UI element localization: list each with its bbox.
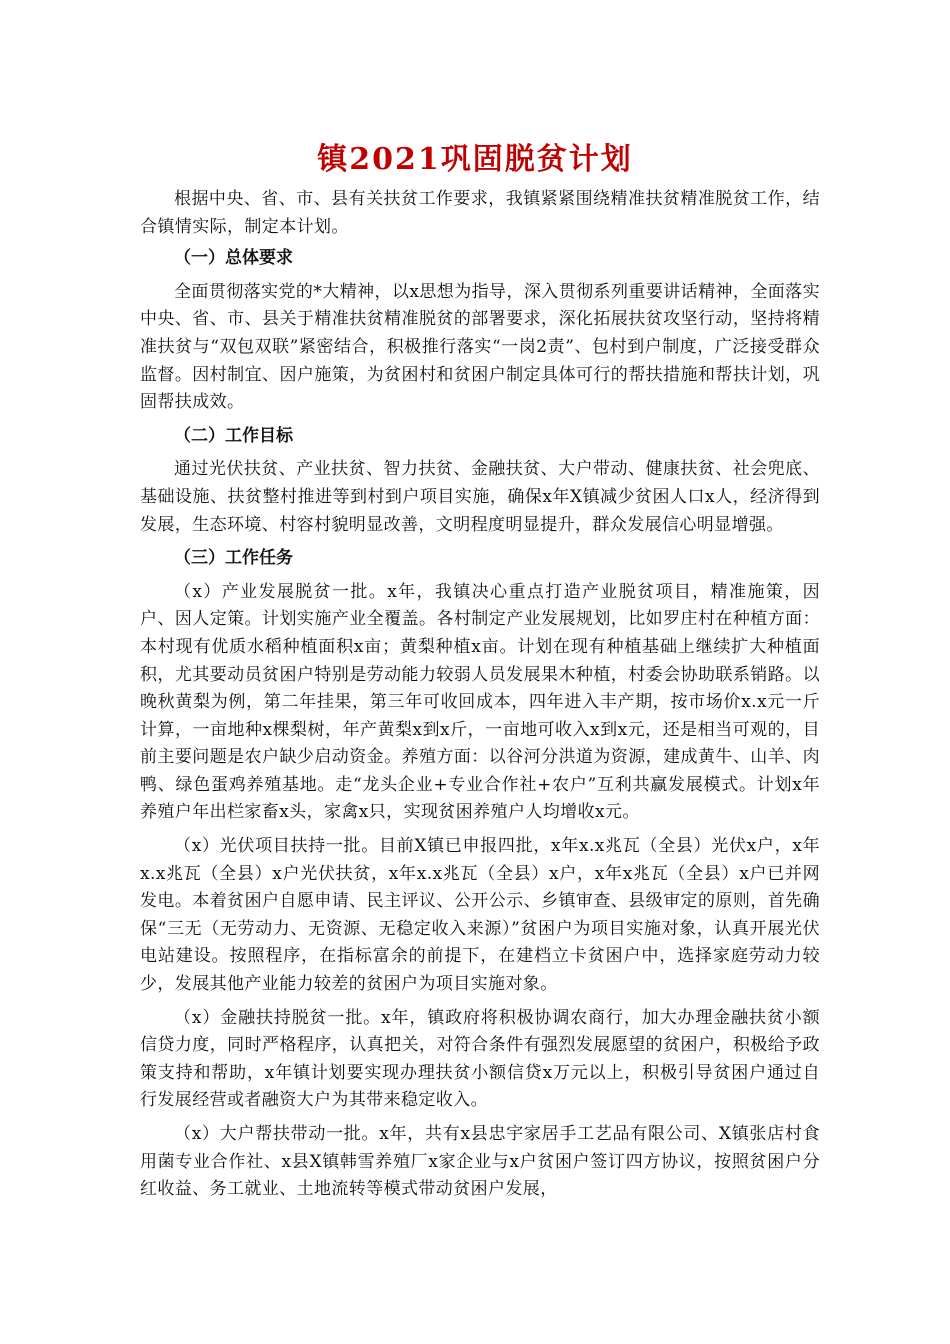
section-overall-paragraph: 全面贯彻落实党的*大精神，以x思想为指导，深入贯彻系列重要讲话精神，全面落实中央、省、市、县关于精准扶贫精准脱贫的部署要求，深化拓展扶贫攻坚行动，坚持将精准扶贫与“双包双联”紧密结合，积极推行落实“一岗2责”、包村到户制度，广泛接受群众监督。因村制宜、因户施策，为贫困村和贫困户制定具体可行的帮扶措施和帮扶计划，巩固帮扶成效。	[140, 281, 820, 413]
task-large-household-paragraph: （x）大户帮扶带动一批。x年，共有x县忠宇家居手工艺品有限公司、X镇张店村食用菌专业合作社、x县X镇韩雪养殖厂x家企业与x户贫困户签订四方协议，按照贫困户分红收益、务工就业、土地流转等模式带动贫困户发展，	[140, 1124, 820, 1200]
task-finance-paragraph: （x）金融扶持脱贫一批。x年，镇政府将积极协调农商行，加大办理金融扶贫小额信贷力度，同时严格程序，认真把关，对符合条件有强烈发展愿望的贫困户，积极给予政策支持和帮助，x年镇计划要实现办理扶贫小额信贷x万元以上，积极引导贫困户通过自行发展经营或者融资大户为其带来稳定收入。	[140, 1007, 820, 1111]
section-heading-overall: （一）总体要求	[174, 248, 293, 269]
document-body	[140, 186, 820, 1204]
section-heading-goals: （二）工作目标	[174, 425, 293, 446]
section-heading-tasks: （三）工作任务	[174, 548, 293, 569]
intro-paragraph: 根据中央、省、市、县有关扶贫工作要求，我镇紧紧围绕精准扶贫精准脱贫工作，结合镇情实际，制定本计划。	[140, 189, 820, 237]
task-industry-paragraph: （x）产业发展脱贫一批。x年，我镇决心重点打造产业脱贫项目，精准施策，因户、因人定策。计划实施产业全覆盖。各村制定产业发展规划，比如罗庄村在种植方面：本村现有优质水稻种植面积x亩；黄梨种植x亩。计划在现有种植基础上继续扩大种植面积，尤其要动员贫困户特别是劳动能力较弱人员发展果木种植，村委会协助联系销路。以晚秋黄梨为例，第二年挂果，第三年可收回成本，四年进入丰产期，按市场价x.x元一斤计算，一亩地种x棵梨树，年产黄梨x到x斤，一亩地可收入x到x元，还是相当可观的，目前主要问题是农户缺少启动资金。养殖方面：以谷河分洪道为资源，建成黄牛、山羊、肉鸭、绿色蛋鸡养殖基地。走“龙头企业+专业合作社+农户”互利共赢发展模式。计划x年养殖户年出栏家畜x头，家禽x只，实现贫困养殖户人均增收x元。	[140, 581, 820, 823]
task-solar-paragraph: （x）光伏项目扶持一批。目前X镇已申报四批，x年x.x兆瓦（全县）光伏x户，x年x.x兆瓦（全县）x户光伏扶贫，x年x.x兆瓦（全县）x户，x年x兆瓦（全县）x户已并网发电。本着贫困户自愿申请、民主评议、公开公示、乡镇审查、县级审定的原则，首先确保“三无（无劳动力、无资源、无稳定收入来源）”贫困户为项目实施对象，认真开展光伏电站建设。按照程序，在指标富余的前提下，在建档立卡贫困户中，选择家庭劳动力较少，发展其他产业能力较差的贫困户为项目实施对象。	[140, 836, 820, 995]
section-goals-paragraph: 通过光伏扶贫、产业扶贫、智力扶贫、金融扶贫、大户带动、健康扶贫、社会兜底、基础设施、扶贫整村推进等到村到户项目实施，确保x年X镇减少贫困人口x人，经济得到发展，生态环境、村容村貌明显改善，文明程度明显提升，群众发展信心明显增强。	[140, 459, 820, 535]
document-title: 镇2021巩固脱贫计划	[317, 142, 633, 177]
